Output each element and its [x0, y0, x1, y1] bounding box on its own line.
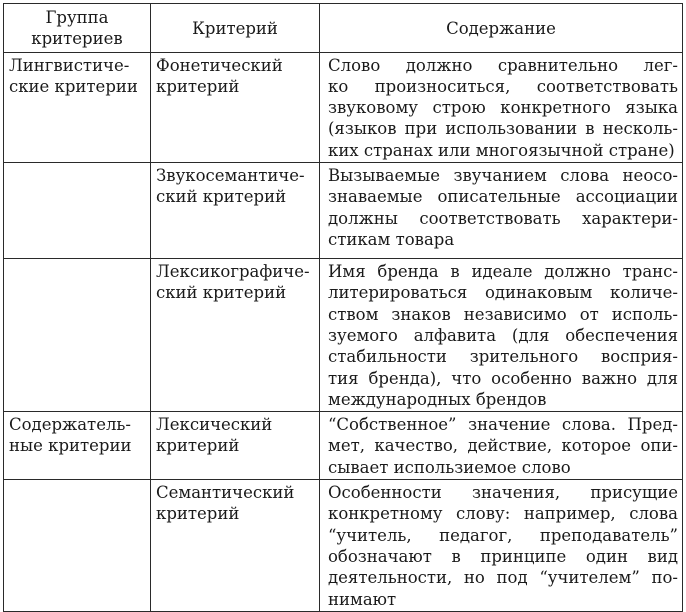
content-line: конкретному слову: например, слова	[328, 504, 678, 524]
content-line: знаваемые описательные ассоциации	[328, 187, 678, 207]
content-line: ством знаков независимо от исполь-	[328, 304, 678, 324]
criterion-line: критерий	[156, 76, 240, 96]
content-line: “Собственное” значение слова. Пред-	[328, 415, 678, 435]
header-group-line: Группа	[45, 8, 109, 27]
group-line: ские критерии	[9, 76, 138, 96]
group-cell	[4, 480, 151, 612]
content-line: должны соответствовать характери-	[328, 208, 678, 228]
content-line: Слово должно сравнительно лег-	[328, 55, 678, 75]
group-line: ные критерии	[9, 436, 132, 456]
content-cell	[320, 412, 683, 480]
group-cell	[4, 52, 151, 162]
content-cell	[320, 480, 683, 612]
criterion-cell	[151, 412, 320, 480]
header-criterion: Критерий	[151, 4, 320, 53]
content-line: ких странах или многоязычной стране)	[328, 140, 675, 160]
criterion-cell	[151, 259, 320, 412]
group-cell	[4, 163, 151, 259]
content-line: Особенности значения, присущие	[328, 483, 678, 503]
criterion-cell	[151, 52, 320, 162]
content-cell	[320, 163, 683, 259]
criterion-line: Лексикографиче-	[156, 262, 310, 282]
content-cell	[320, 52, 683, 162]
table-row	[4, 480, 683, 612]
criterion-line: ский критерий	[156, 187, 287, 207]
content-line: обозначают в принципе один вид	[328, 546, 678, 566]
content-line: звуковому строю конкретного языка	[328, 98, 678, 118]
group-line: Лингвистиче-	[9, 55, 130, 75]
criterion-line: критерий	[156, 504, 240, 524]
criterion-line: Семантический	[156, 483, 295, 503]
content-line: Вызываемые звучанием слова неосо-	[328, 166, 678, 186]
content-line: стабильности зрительного восприя-	[328, 347, 678, 367]
content-line: ко произноситься, соответствовать	[328, 76, 678, 96]
criterion-cell	[151, 480, 320, 612]
header-group-line: критериев	[31, 29, 123, 49]
criterion-cell	[151, 163, 320, 259]
criterion-line: Звукосемантиче-	[156, 166, 305, 186]
content-line: международных брендов	[328, 389, 547, 409]
content-line: Имя бренда в идеале должно транс-	[328, 262, 678, 282]
table-row	[4, 163, 683, 259]
content-line: зуемого алфавита (для обеспечения	[328, 325, 678, 345]
table-row	[4, 52, 683, 162]
header-group	[4, 4, 151, 53]
header-row	[4, 4, 683, 53]
criterion-line: Фонетический	[156, 55, 283, 75]
content-line: мет, качество, действие, которое опи-	[328, 436, 678, 456]
content-line: сывает использиемое слово	[328, 457, 571, 477]
content-line: деятельности, но под “учителем” по-	[328, 568, 678, 588]
group-cell	[4, 259, 151, 412]
table-row	[4, 259, 683, 412]
group-cell	[4, 412, 151, 480]
content-line: тия бренда), что особенно важно для	[328, 368, 678, 388]
content-line: стикам товара	[328, 229, 455, 249]
content-cell	[320, 259, 683, 412]
header-content: Содержание	[320, 4, 683, 53]
criteria-table	[3, 3, 683, 612]
content-line: литерироваться одинаковым количе-	[328, 283, 678, 303]
content-line: нимают	[328, 589, 397, 609]
group-line: Содержатель-	[9, 415, 131, 435]
criterion-line: ский критерий	[156, 283, 287, 303]
content-line: (языков при использовании в несколь-	[328, 119, 678, 139]
criterion-line: Лексический	[156, 415, 273, 435]
content-line: “учитель, педагог, преподаватель”	[328, 525, 678, 545]
criterion-line: критерий	[156, 436, 240, 456]
table-row	[4, 412, 683, 480]
